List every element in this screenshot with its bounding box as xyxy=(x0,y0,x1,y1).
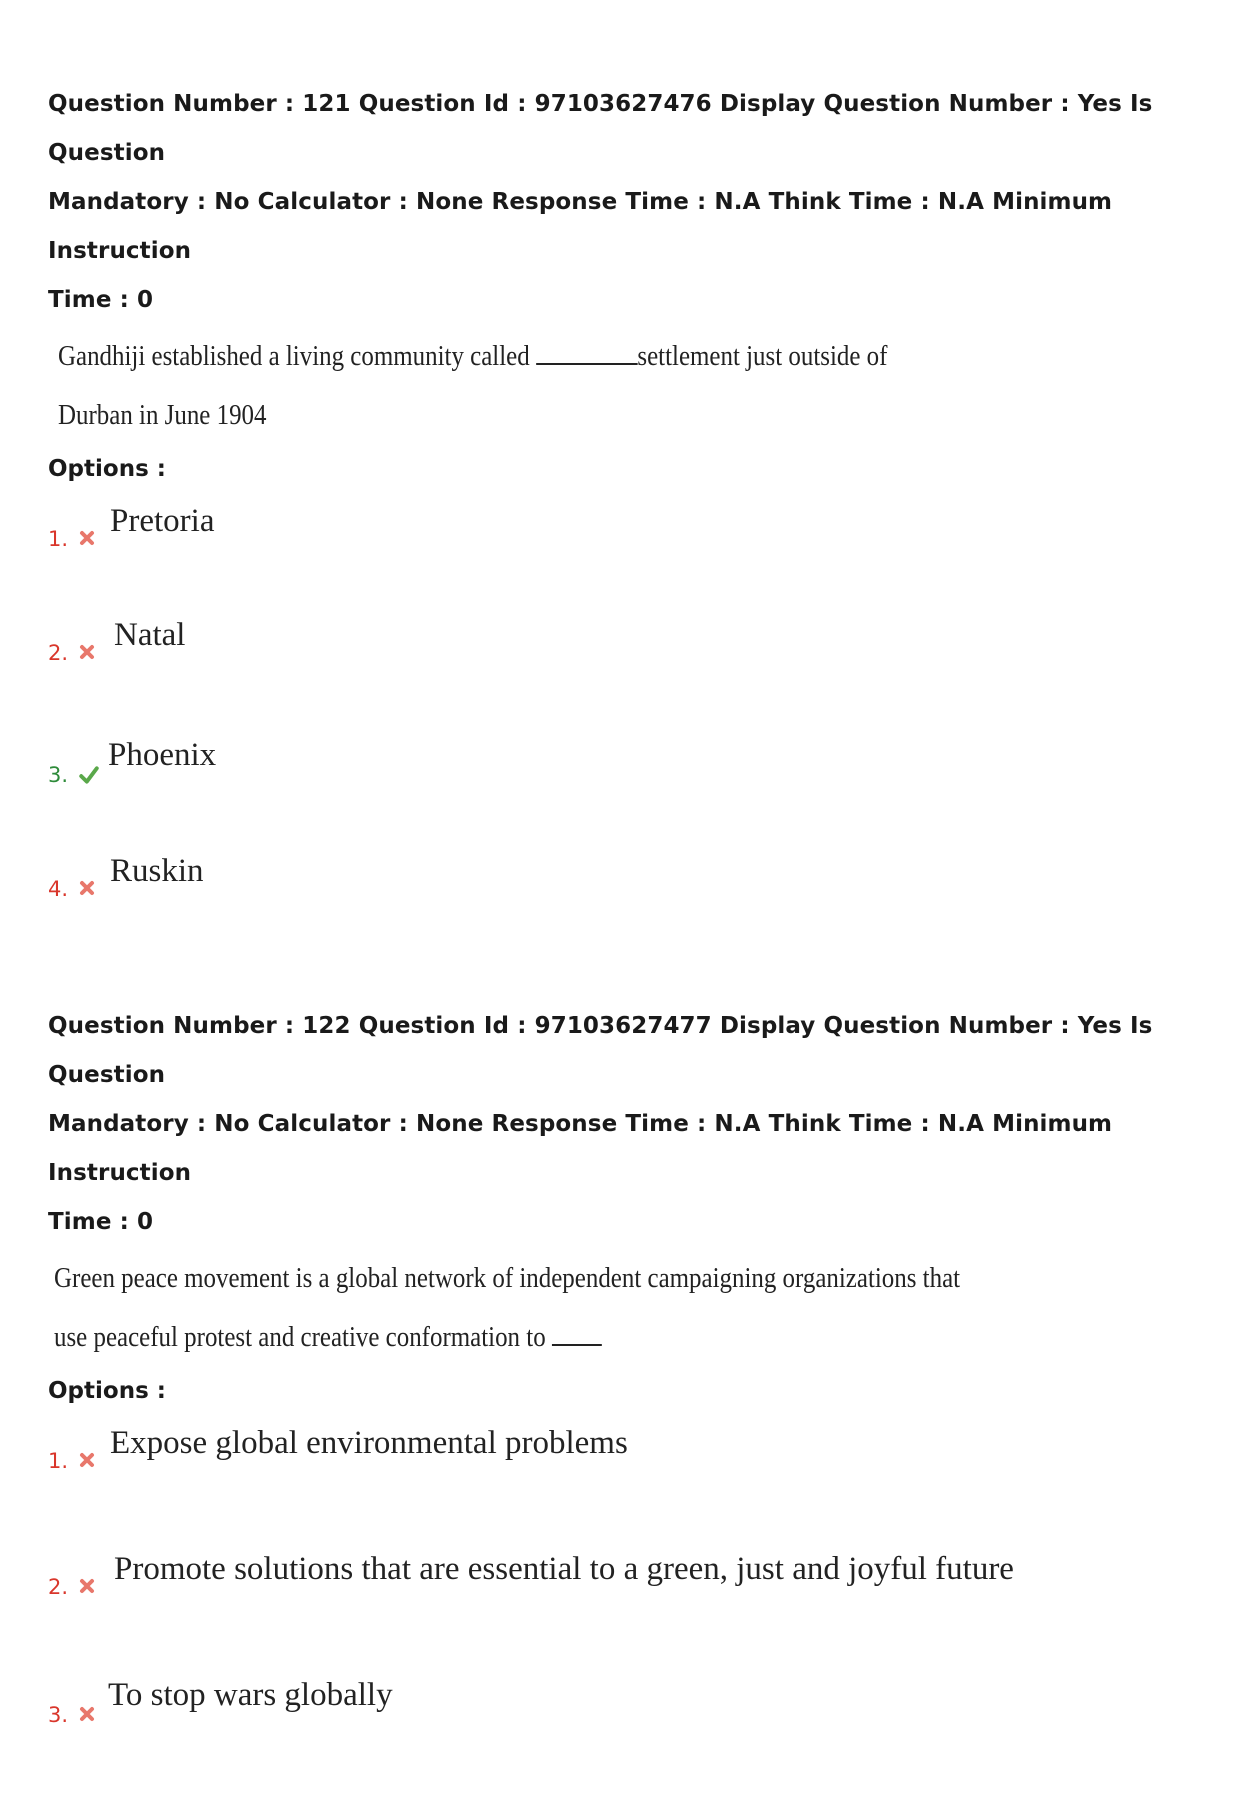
question-header-line-2: Mandatory : No Calculator : None Response Time : N.A Think Time : N.A Minimum Instruction xyxy=(48,189,1113,264)
question-text xyxy=(48,327,1208,445)
question-121 xyxy=(48,80,1208,1015)
options-label: Options : xyxy=(48,456,166,482)
option-number: 2. xyxy=(48,1575,69,1599)
fill-in-blank xyxy=(552,1343,602,1346)
option-number: 1. xyxy=(48,1449,69,1473)
option-text: Pretoria xyxy=(110,503,215,539)
cross-icon xyxy=(78,1577,96,1595)
option-number: 3. xyxy=(48,1703,69,1727)
option-number: 3. xyxy=(48,763,69,787)
option-text: Expose global environmental problems xyxy=(110,1425,628,1461)
option-2 xyxy=(48,617,1208,759)
option-text: To stop wars globally xyxy=(108,1677,393,1713)
option-1 xyxy=(48,1425,1208,1553)
option-number: 2. xyxy=(48,641,69,665)
option-2 xyxy=(48,1553,1208,1681)
question-header xyxy=(48,1002,1208,1247)
cross-icon xyxy=(78,1451,96,1469)
question-header xyxy=(48,80,1208,325)
option-4 xyxy=(48,853,1208,1015)
check-icon xyxy=(78,765,100,785)
option-text: Natal xyxy=(114,617,186,653)
cross-icon xyxy=(78,1705,96,1723)
option-text: Phoenix xyxy=(108,737,217,773)
option-text: Promote solutions that are essential to a green, just and joyful future xyxy=(114,1551,1014,1587)
question-text-part: use peaceful protest and creative conformation to xyxy=(54,1321,552,1353)
option-number: 4. xyxy=(48,877,69,901)
option-3 xyxy=(48,737,1208,887)
cross-icon xyxy=(78,879,96,897)
question-text-part: Gandhiji established a living community called xyxy=(58,340,536,372)
cross-icon xyxy=(78,529,96,547)
fill-in-blank xyxy=(536,362,637,365)
options-label: Options : xyxy=(48,1378,166,1404)
option-1 xyxy=(48,503,1208,631)
question-header-line-1: Question Number : 121 Question Id : 97103627476 Display Question Number : Yes Is Question xyxy=(48,91,1153,166)
question-header-line-2: Mandatory : No Calculator : None Response Time : N.A Think Time : N.A Minimum Instruction xyxy=(48,1111,1113,1186)
option-number: 1. xyxy=(48,527,69,551)
cross-icon xyxy=(78,643,96,661)
question-header-line-1: Question Number : 122 Question Id : 97103627477 Display Question Number : Yes Is Question xyxy=(48,1013,1153,1088)
question-header-line-3: Time : 0 xyxy=(48,1209,154,1235)
question-header-line-3: Time : 0 xyxy=(48,287,154,313)
question-122 xyxy=(48,1002,1208,1809)
question-text xyxy=(48,1249,1208,1367)
option-3 xyxy=(48,1677,1208,1809)
question-text-part: settlement just outside of xyxy=(637,340,888,372)
option-text: Ruskin xyxy=(110,853,204,889)
question-text-line-2: Durban in June 1904 xyxy=(58,399,267,431)
question-text-line-1: Green peace movement is a global network of independent campaigning organizations that xyxy=(54,1262,961,1294)
